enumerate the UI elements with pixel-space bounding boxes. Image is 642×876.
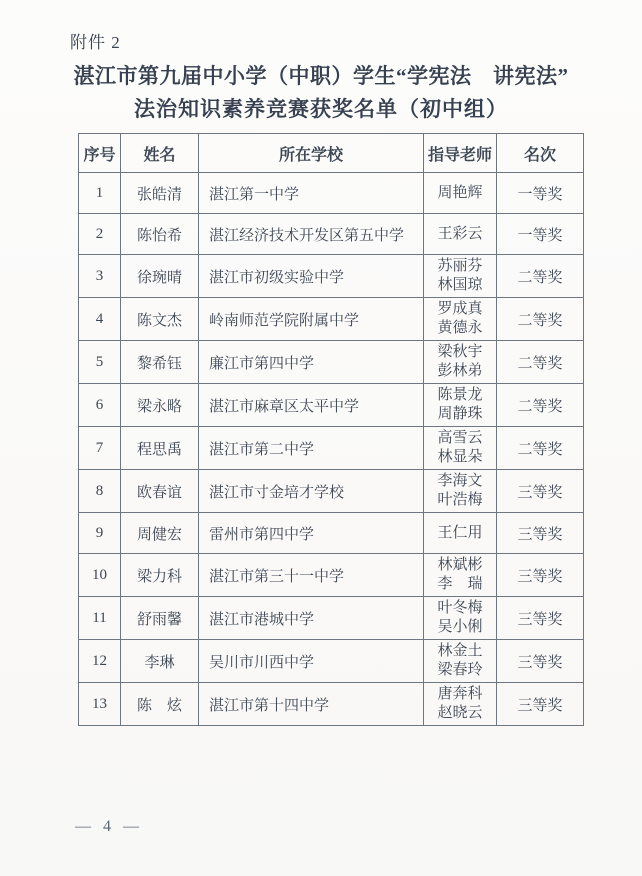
cell-teachers xyxy=(424,255,497,298)
cell-rank: 二等奖 xyxy=(497,298,584,341)
table-row xyxy=(79,341,584,384)
teacher-name: 黄德永 xyxy=(437,320,483,336)
table-row xyxy=(79,255,584,298)
table-row xyxy=(79,554,584,597)
cell-rank: 三等奖 xyxy=(497,683,584,726)
teacher-name: 高雪云 xyxy=(437,430,483,446)
cell-student-name: 欧春谊 xyxy=(121,470,199,513)
cell-serial-number: 6 xyxy=(79,384,121,427)
cell-teachers xyxy=(424,427,497,470)
cell-serial-number: 10 xyxy=(79,554,121,597)
cell-school: 湛江市第二中学 xyxy=(199,427,424,470)
cell-teachers xyxy=(424,298,497,341)
header-teacher: 指导老师 xyxy=(424,134,497,173)
teacher-name: 周静珠 xyxy=(437,406,483,422)
cell-teachers xyxy=(424,513,497,554)
teacher-name: 吴小俐 xyxy=(437,619,483,635)
cell-teachers xyxy=(424,173,497,214)
teacher-name: 罗成真 xyxy=(437,301,483,317)
award-table-header xyxy=(79,134,584,173)
table-row xyxy=(79,214,584,255)
document-title-line2: 法治知识素养竞赛获奖名单（初中组） xyxy=(134,97,508,121)
cell-serial-number: 9 xyxy=(79,513,121,554)
teacher-name: 陈景龙 xyxy=(437,387,483,403)
cell-student-name: 舒雨馨 xyxy=(121,597,199,640)
table-row xyxy=(79,427,584,470)
teacher-name: 赵晓云 xyxy=(437,705,483,721)
cell-rank: 二等奖 xyxy=(497,384,584,427)
cell-student-name: 周健宏 xyxy=(121,513,199,554)
teacher-name: 王仁用 xyxy=(437,524,483,541)
cell-school: 雷州市第四中学 xyxy=(199,513,424,554)
teacher-name: 苏丽芬 xyxy=(437,258,483,274)
teacher-name: 李海文 xyxy=(437,473,483,489)
cell-rank: 三等奖 xyxy=(497,640,584,683)
table-row xyxy=(79,470,584,513)
cell-school: 湛江市港城中学 xyxy=(199,597,424,640)
cell-student-name: 黎希钰 xyxy=(121,341,199,384)
teacher-name: 林斌彬 xyxy=(437,557,483,573)
table-row xyxy=(79,384,584,427)
cell-rank: 三等奖 xyxy=(497,554,584,597)
teacher-name: 梁秋宇 xyxy=(437,344,483,360)
cell-rank: 二等奖 xyxy=(497,341,584,384)
cell-school: 湛江市初级实验中学 xyxy=(199,255,424,298)
teacher-name: 王彩云 xyxy=(437,225,483,242)
cell-rank: 一等奖 xyxy=(497,173,584,214)
cell-serial-number: 13 xyxy=(79,683,121,726)
table-row xyxy=(79,683,584,726)
cell-rank: 三等奖 xyxy=(497,470,584,513)
header-no: 序号 xyxy=(79,134,121,173)
cell-student-name: 张皓清 xyxy=(121,173,199,214)
attachment-label: 附件 2 xyxy=(70,33,121,52)
page-number: — 4 — xyxy=(75,818,143,835)
cell-serial-number: 7 xyxy=(79,427,121,470)
table-row xyxy=(79,597,584,640)
cell-serial-number: 4 xyxy=(79,298,121,341)
teacher-name: 李 瑞 xyxy=(437,576,483,592)
header-row xyxy=(79,134,584,173)
cell-serial-number: 12 xyxy=(79,640,121,683)
cell-serial-number: 5 xyxy=(79,341,121,384)
cell-school: 湛江市第十四中学 xyxy=(199,683,424,726)
cell-rank: 三等奖 xyxy=(497,513,584,554)
teacher-name: 叶浩梅 xyxy=(437,492,483,508)
teacher-name: 梁春玲 xyxy=(437,662,483,678)
cell-teachers xyxy=(424,683,497,726)
cell-school: 岭南师范学院附属中学 xyxy=(199,298,424,341)
cell-school: 湛江第一中学 xyxy=(199,173,424,214)
cell-school: 湛江市寸金培才学校 xyxy=(199,470,424,513)
teacher-name: 林显朵 xyxy=(437,449,483,465)
teacher-name: 周艳辉 xyxy=(437,184,483,201)
cell-serial-number: 3 xyxy=(79,255,121,298)
table-row xyxy=(79,173,584,214)
cell-teachers xyxy=(424,214,497,255)
cell-school: 湛江市麻章区太平中学 xyxy=(199,384,424,427)
cell-teachers xyxy=(424,341,497,384)
document-title xyxy=(0,60,642,126)
cell-school: 吴川市川西中学 xyxy=(199,640,424,683)
cell-serial-number: 2 xyxy=(79,214,121,255)
cell-student-name: 梁力科 xyxy=(121,554,199,597)
cell-rank: 二等奖 xyxy=(497,427,584,470)
table-row xyxy=(79,640,584,683)
teacher-name: 林金土 xyxy=(437,643,483,659)
document-title-line1: 湛江市第九届中小学（中职）学生“学宪法 讲宪法” xyxy=(73,64,569,88)
cell-serial-number: 11 xyxy=(79,597,121,640)
cell-student-name: 李琳 xyxy=(121,640,199,683)
table-row xyxy=(79,513,584,554)
teacher-name: 林国琼 xyxy=(437,277,483,293)
cell-student-name: 徐琬晴 xyxy=(121,255,199,298)
teacher-name: 彭林弟 xyxy=(437,363,483,379)
header-school: 所在学校 xyxy=(199,134,424,173)
teacher-name: 叶冬梅 xyxy=(437,600,483,616)
header-name: 姓名 xyxy=(121,134,199,173)
header-rank: 名次 xyxy=(497,134,584,173)
cell-student-name: 陈怡希 xyxy=(121,214,199,255)
cell-school: 湛江市第三十一中学 xyxy=(199,554,424,597)
cell-student-name: 陈文杰 xyxy=(121,298,199,341)
cell-teachers xyxy=(424,470,497,513)
award-table-body xyxy=(79,173,584,726)
cell-teachers xyxy=(424,554,497,597)
award-table xyxy=(78,133,584,726)
cell-student-name: 陈 炫 xyxy=(121,683,199,726)
cell-school: 廉江市第四中学 xyxy=(199,341,424,384)
cell-teachers xyxy=(424,384,497,427)
cell-school: 湛江经济技术开发区第五中学 xyxy=(199,214,424,255)
teacher-name: 唐奔科 xyxy=(437,686,483,702)
cell-serial-number: 8 xyxy=(79,470,121,513)
cell-teachers xyxy=(424,597,497,640)
cell-rank: 二等奖 xyxy=(497,255,584,298)
cell-rank: 三等奖 xyxy=(497,597,584,640)
cell-serial-number: 1 xyxy=(79,173,121,214)
cell-teachers xyxy=(424,640,497,683)
cell-rank: 一等奖 xyxy=(497,214,584,255)
cell-student-name: 程思禹 xyxy=(121,427,199,470)
table-row xyxy=(79,298,584,341)
cell-student-name: 梁永略 xyxy=(121,384,199,427)
